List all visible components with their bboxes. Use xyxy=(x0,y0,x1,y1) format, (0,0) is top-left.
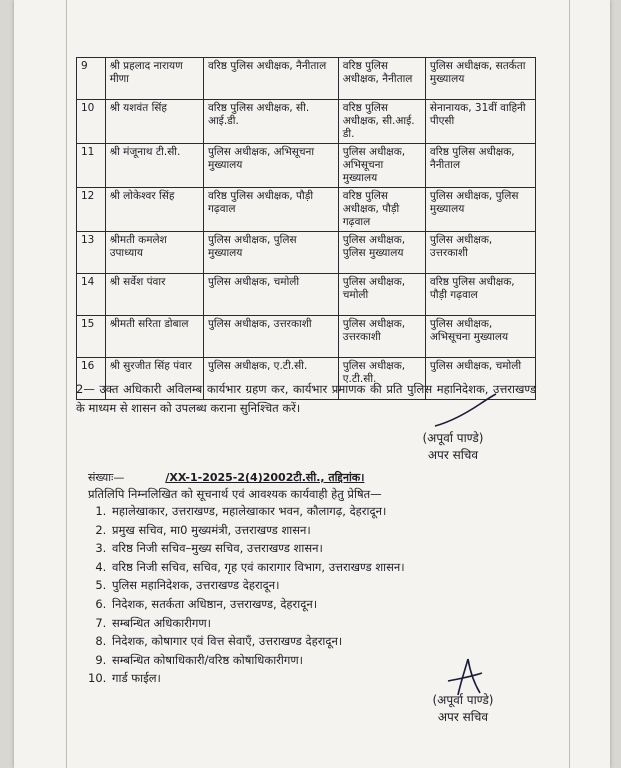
officer-name-cell: श्रीमती कमलेश उपाध्याय xyxy=(105,232,203,274)
new-post-cell: पुलिस अधीक्षक, पुलिस मुख्यालय xyxy=(425,188,535,232)
new-post-cell: सेनानायक, 31वीं वाहिनी पीएसी xyxy=(425,100,535,144)
list-item: 10. गार्ड फाईल। xyxy=(110,669,540,688)
signature-block-1 xyxy=(408,430,498,464)
current-post-cell: पुलिस अधीक्षक, उत्तरकाशी xyxy=(203,316,338,358)
current-post-cell: पुलिस अधीक्षक, चमोली xyxy=(203,274,338,316)
instruction-paragraph: 2— उक्त अधिकारी अविलम्ब कार्यभार ग्रहण कर, कार्यभार प्रमाणक की प्रति पुलिस महानिदेशक, उत्तराखण्ड के माध्यम से शासन को उपलब्ध कराना सुनिश्चित करें। xyxy=(76,382,536,415)
list-item: 7. सम्बन्धित अधिकारीगण। xyxy=(110,614,540,633)
relieved-post-cell: पुलिस अधीक्षक, उत्तरकाशी xyxy=(338,316,425,358)
page-frame-right xyxy=(569,0,570,768)
current-post-cell: पुलिस अधीक्षक, अभिसूचना मुख्यालय xyxy=(203,144,338,188)
list-item: 4. वरिष्ठ निजी सचिव, सचिव, गृह एवं कारागार विभाग, उत्तराखण्ड शासन। xyxy=(110,558,540,577)
new-post-cell: पुलिस अधीक्षक, अभिसूचना मुख्यालय xyxy=(425,316,535,358)
reference-prefix: संख्याः— xyxy=(88,471,125,484)
cc-intro: प्रतिलिपि निम्नलिखित को सूचनार्थ एवं आवश्यक कार्यवाही हेतु प्रेषित— xyxy=(88,487,382,501)
serial-number-cell: 10 xyxy=(77,100,106,144)
list-item: 8. निदेशक, कोषागार एवं वित्त सेवाएँ, उत्तराखण्ड देहरादून। xyxy=(110,632,540,651)
list-item: 2. प्रमुख सचिव, मा0 मुख्यमंत्री, उत्तराखण्ड शासन। xyxy=(110,521,540,540)
signature-block-2 xyxy=(418,692,508,726)
list-item: 3. वरिष्ठ निजी सचिव–मुख्य सचिव, उत्तराखण्ड शासन। xyxy=(110,539,540,558)
table-row xyxy=(77,58,536,100)
signature-1 xyxy=(430,392,500,432)
current-post-cell: पुलिस अधीक्षक, पुलिस मुख्यालय xyxy=(203,232,338,274)
officer-name-cell: श्री सर्वेश पंवार xyxy=(105,274,203,316)
list-item: 9. सम्बन्धित कोषाधिकारी/वरिष्ठ कोषाधिकारीगण। xyxy=(110,651,540,670)
signer-name-1: (अपूर्वा पाण्डे) xyxy=(422,431,484,445)
serial-number-cell: 11 xyxy=(77,144,106,188)
current-post-cell: वरिष्ठ पुलिस अधीक्षक, नैनीताल xyxy=(203,58,338,100)
relieved-post-cell: वरिष्ठ पुलिस अधीक्षक, सी.आई. डी. xyxy=(338,100,425,144)
relieved-post-cell: पुलिस अधीक्षक, ए.टी.सी. xyxy=(338,358,425,400)
serial-number-cell: 15 xyxy=(77,316,106,358)
signer-title-1: अपर सचिव xyxy=(427,448,479,462)
new-post-cell: पुलिस अधीक्षक, सतर्कता मुख्यालय xyxy=(425,58,535,100)
signer-title-2: अपर सचिव xyxy=(437,710,489,724)
current-post-cell: वरिष्ठ पुलिस अधीक्षक, सी. आई.डी. xyxy=(203,100,338,144)
new-post-cell: पुलिस अधीक्षक, चमोली xyxy=(425,358,535,400)
new-post-cell: वरिष्ठ पुलिस अधीक्षक, पौड़ी गढ़वाल xyxy=(425,274,535,316)
relieved-post-cell: वरिष्ठ पुलिस अधीक्षक, नैनीताल xyxy=(338,58,425,100)
current-post-cell: पुलिस अधीक्षक, ए.टी.सी. xyxy=(203,358,338,400)
transfer-table xyxy=(76,57,536,400)
serial-number-cell: 9 xyxy=(77,58,106,100)
list-item: 5. पुलिस महानिदेशक, उत्तराखण्ड देहरादून। xyxy=(110,576,540,595)
serial-number-cell: 12 xyxy=(77,188,106,232)
serial-number-cell: 14 xyxy=(77,274,106,316)
table-row xyxy=(77,274,536,316)
table-row xyxy=(77,188,536,232)
table-row xyxy=(77,144,536,188)
reference-line xyxy=(88,470,538,486)
relieved-post-cell: वरिष्ठ पुलिस अधीक्षक, पौड़ी गढ़वाल xyxy=(338,188,425,232)
officer-name-cell: श्री प्रहलाद नारायण मीणा xyxy=(105,58,203,100)
table-row xyxy=(77,316,536,358)
officer-name-cell: श्रीमती सरिता डोबाल xyxy=(105,316,203,358)
table-row xyxy=(77,232,536,274)
serial-number-cell: 13 xyxy=(77,232,106,274)
officer-name-cell: श्री मंजूनाथ टी.सी. xyxy=(105,144,203,188)
officer-name-cell: श्री लोकेश्वर सिंह xyxy=(105,188,203,232)
page-frame-left xyxy=(66,0,67,768)
table-row xyxy=(77,100,536,144)
officer-name-cell: श्री यशवंत सिंह xyxy=(105,100,203,144)
transfer-table-body xyxy=(77,58,536,400)
relieved-post-cell: पुलिस अधीक्षक, पुलिस मुख्यालय xyxy=(338,232,425,274)
relieved-post-cell: पुलिस अधीक्षक, अभिसूचना मुख्यालय xyxy=(338,144,425,188)
officer-name-cell: श्री सुरजीत सिंह पंवार xyxy=(105,358,203,400)
list-item: 1. महालेखाकार, उत्तराखण्ड, महालेखाकार भवन, कौलागढ़, देहरादून। xyxy=(110,502,540,521)
relieved-post-cell: पुलिस अधीक्षक, चमोली xyxy=(338,274,425,316)
current-post-cell: वरिष्ठ पुलिस अधीक्षक, पौड़ी गढ़वाल xyxy=(203,188,338,232)
signer-name-2: (अपूर्वा पाण्डे) xyxy=(432,693,494,707)
list-item: 6. निदेशक, सतर्कता अधिष्ठान, उत्तराखण्ड, देहरादून। xyxy=(110,595,540,614)
new-post-cell: पुलिस अधीक्षक, उत्तरकाशी xyxy=(425,232,535,274)
serial-number-cell: 16 xyxy=(77,358,106,400)
reference-number: /XX-1-2025-2(4)2002टी.सी., तद्दिनांक। xyxy=(165,471,365,484)
new-post-cell: वरिष्ठ पुलिस अधीक्षक, नैनीताल xyxy=(425,144,535,188)
